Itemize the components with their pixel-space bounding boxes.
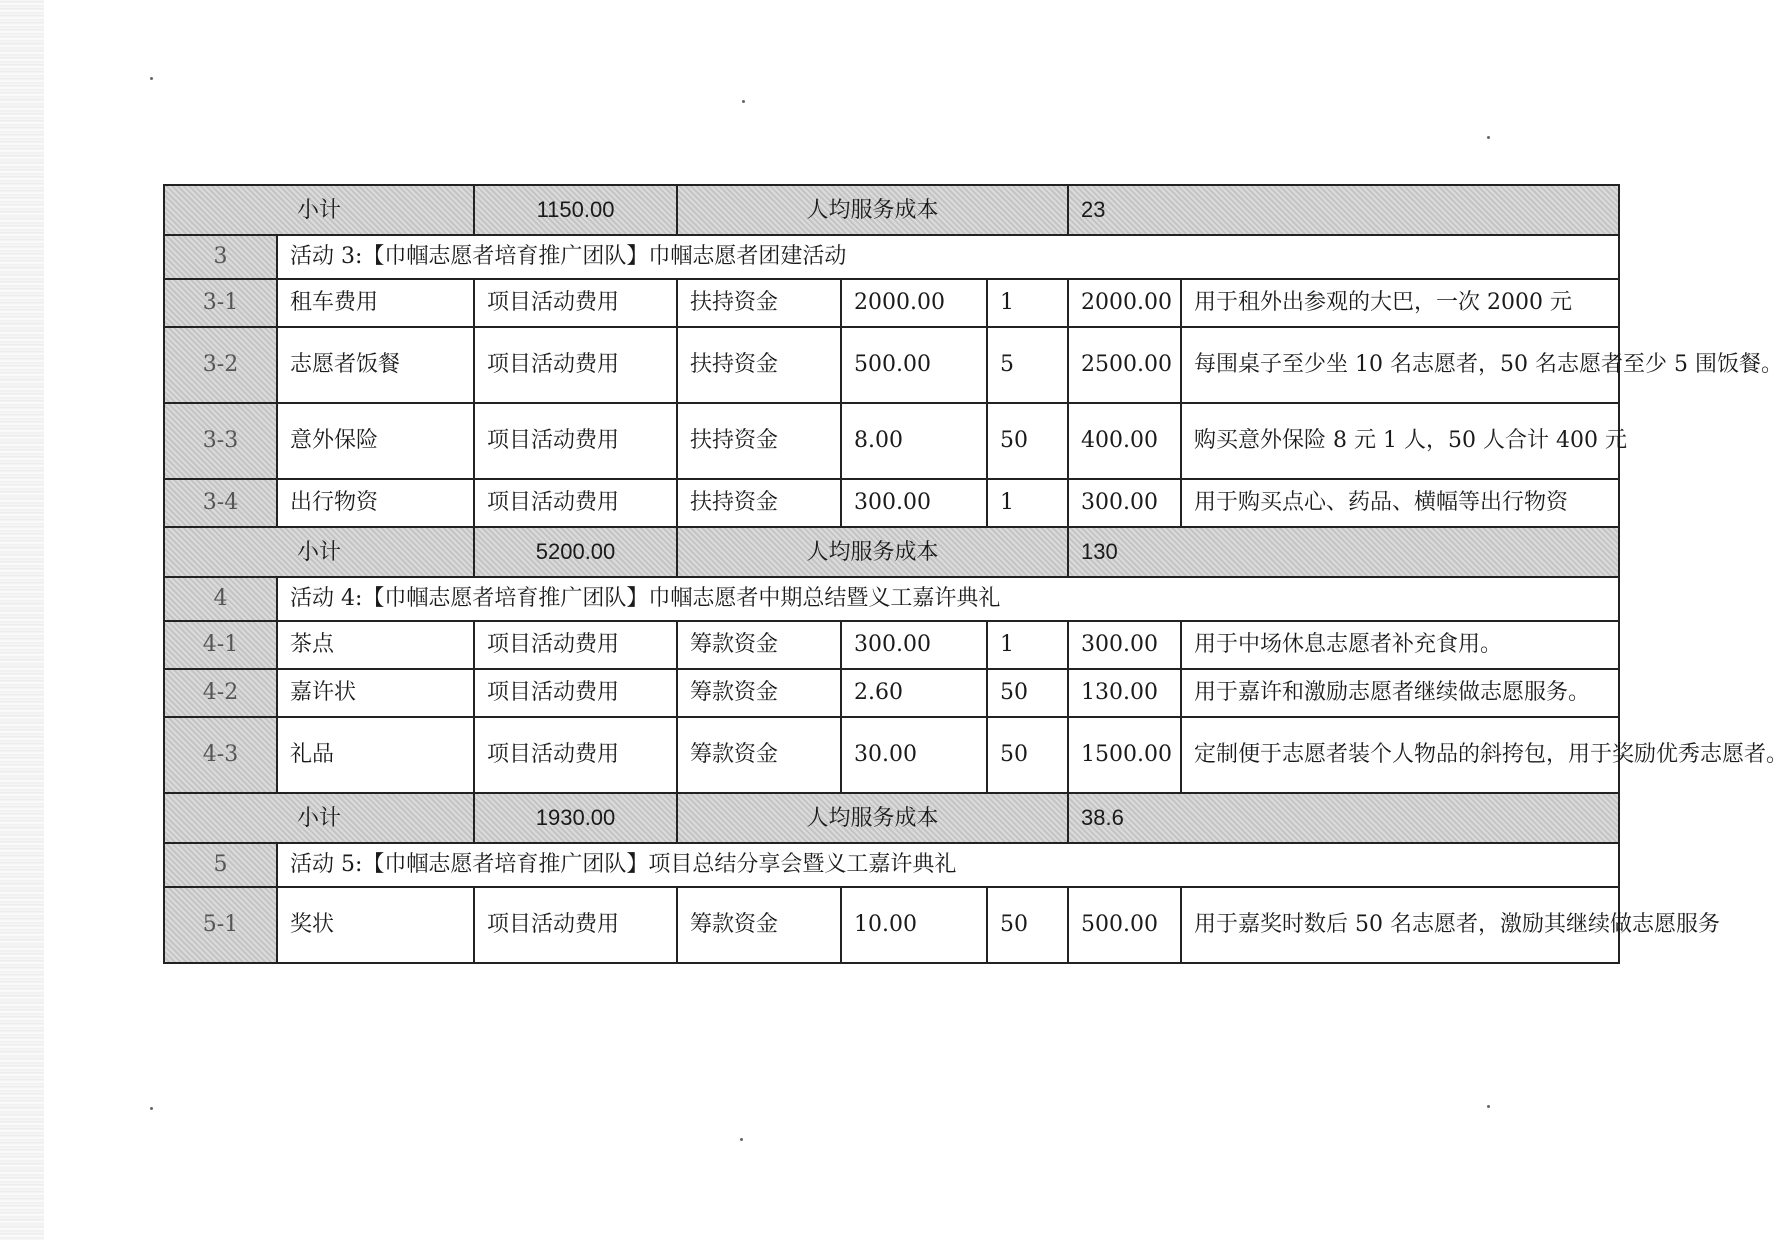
item-unit-price: 300.00 [841, 479, 987, 527]
item-fund-source: 扶持资金 [677, 403, 841, 479]
item-category: 项目活动费用 [474, 669, 677, 717]
item-category: 项目活动费用 [474, 621, 677, 669]
item-unit-price: 10.00 [841, 887, 987, 963]
item-category: 项目活动费用 [474, 279, 677, 327]
subtotal-amount: 5200.00 [474, 527, 677, 577]
activity-number: 5 [164, 843, 277, 887]
activity-header-row [164, 577, 1619, 621]
budget-table [163, 184, 1788, 964]
activity-number: 4 [164, 577, 277, 621]
item-number: 4-1 [164, 621, 277, 669]
scan-speck [742, 100, 745, 103]
subtotal-label: 小计 [164, 527, 474, 577]
item-note: 定制便于志愿者装个人物品的斜挎包，用于奖励优秀志愿者。 [1181, 717, 1619, 793]
item-number: 3-4 [164, 479, 277, 527]
scan-speck [1487, 136, 1490, 139]
item-name: 志愿者饭餐 [277, 327, 474, 403]
subtotal-label: 小计 [164, 185, 474, 235]
item-name: 租车费用 [277, 279, 474, 327]
item-name: 奖状 [277, 887, 474, 963]
per-capita-cost-value: 23 [1068, 185, 1619, 235]
item-unit-price: 300.00 [841, 621, 987, 669]
budget-table-body [164, 185, 1788, 963]
activity-title: 活动 3:【巾帼志愿者培育推广团队】巾帼志愿者团建活动 [277, 235, 1619, 279]
item-note: 购买意外保险 8 元 1 人，50 人合计 400 元 [1181, 403, 1619, 479]
item-fund-source: 扶持资金 [677, 479, 841, 527]
subtotal-amount: 1150.00 [474, 185, 677, 235]
item-name: 出行物资 [277, 479, 474, 527]
item-quantity: 50 [987, 403, 1068, 479]
activity-title: 活动 4:【巾帼志愿者培育推广团队】巾帼志愿者中期总结暨义工嘉许典礼 [277, 577, 1619, 621]
scan-speck [150, 1107, 153, 1110]
budget-item-row [164, 887, 1619, 963]
item-note: 用于租外出参观的大巴，一次 2000 元 [1181, 279, 1619, 327]
item-category: 项目活动费用 [474, 403, 677, 479]
item-quantity: 1 [987, 479, 1068, 527]
per-capita-cost-label: 人均服务成本 [677, 793, 1068, 843]
item-fund-source: 扶持资金 [677, 327, 841, 403]
item-note: 用于嘉奖时数后 50 名志愿者，激励其继续做志愿服务 [1181, 887, 1619, 963]
per-capita-cost-value: 38.6 [1068, 793, 1619, 843]
subtotal-row [164, 185, 1619, 235]
item-fund-source: 筹款资金 [677, 669, 841, 717]
item-name: 意外保险 [277, 403, 474, 479]
activity-header-row [164, 843, 1619, 887]
item-name: 茶点 [277, 621, 474, 669]
item-category: 项目活动费用 [474, 887, 677, 963]
item-total: 300.00 [1068, 479, 1181, 527]
budget-item-row [164, 479, 1619, 527]
item-total: 130.00 [1068, 669, 1181, 717]
item-quantity: 1 [987, 279, 1068, 327]
activity-title: 活动 5:【巾帼志愿者培育推广团队】项目总结分享会暨义工嘉许典礼 [277, 843, 1619, 887]
budget-item-row [164, 403, 1619, 479]
item-name: 礼品 [277, 717, 474, 793]
scan-speck [1487, 1105, 1490, 1108]
item-total: 2500.00 [1068, 327, 1181, 403]
budget-item-row [164, 327, 1619, 403]
item-note: 用于购买点心、药品、横幅等出行物资 [1181, 479, 1619, 527]
item-category: 项目活动费用 [474, 479, 677, 527]
per-capita-cost-label: 人均服务成本 [677, 185, 1068, 235]
scan-edge-artifact [0, 0, 44, 1240]
item-total: 500.00 [1068, 887, 1181, 963]
per-capita-cost-label: 人均服务成本 [677, 527, 1068, 577]
item-quantity: 5 [987, 327, 1068, 403]
item-unit-price: 2000.00 [841, 279, 987, 327]
budget-item-row [164, 621, 1619, 669]
subtotal-row [164, 527, 1619, 577]
item-note: 用于中场休息志愿者补充食用。 [1181, 621, 1619, 669]
item-note: 每围桌子至少坐 10 名志愿者，50 名志愿者至少 5 围饭餐。 [1181, 327, 1619, 403]
subtotal-amount: 1930.00 [474, 793, 677, 843]
budget-item-row [164, 669, 1619, 717]
item-unit-price: 2.60 [841, 669, 987, 717]
item-category: 项目活动费用 [474, 717, 677, 793]
item-number: 3-2 [164, 327, 277, 403]
item-name: 嘉许状 [277, 669, 474, 717]
scan-speck [740, 1138, 743, 1141]
item-number: 3-1 [164, 279, 277, 327]
item-total: 400.00 [1068, 403, 1181, 479]
item-quantity: 1 [987, 621, 1068, 669]
item-number: 3-3 [164, 403, 277, 479]
per-capita-cost-value: 130 [1068, 527, 1619, 577]
item-quantity: 50 [987, 717, 1068, 793]
item-fund-source: 筹款资金 [677, 621, 841, 669]
subtotal-row [164, 793, 1619, 843]
budget-item-row [164, 717, 1619, 793]
activity-number: 3 [164, 235, 277, 279]
item-quantity: 50 [987, 669, 1068, 717]
item-unit-price: 8.00 [841, 403, 987, 479]
item-fund-source: 筹款资金 [677, 717, 841, 793]
item-quantity: 50 [987, 887, 1068, 963]
item-unit-price: 30.00 [841, 717, 987, 793]
budget-item-row [164, 279, 1619, 327]
item-number: 4-2 [164, 669, 277, 717]
item-note: 用于嘉许和激励志愿者继续做志愿服务。 [1181, 669, 1619, 717]
item-total: 300.00 [1068, 621, 1181, 669]
subtotal-label: 小计 [164, 793, 474, 843]
item-number: 4-3 [164, 717, 277, 793]
item-unit-price: 500.00 [841, 327, 987, 403]
scan-speck [150, 77, 153, 80]
item-category: 项目活动费用 [474, 327, 677, 403]
item-total: 1500.00 [1068, 717, 1181, 793]
item-total: 2000.00 [1068, 279, 1181, 327]
item-number: 5-1 [164, 887, 277, 963]
item-fund-source: 扶持资金 [677, 279, 841, 327]
item-fund-source: 筹款资金 [677, 887, 841, 963]
activity-header-row [164, 235, 1619, 279]
